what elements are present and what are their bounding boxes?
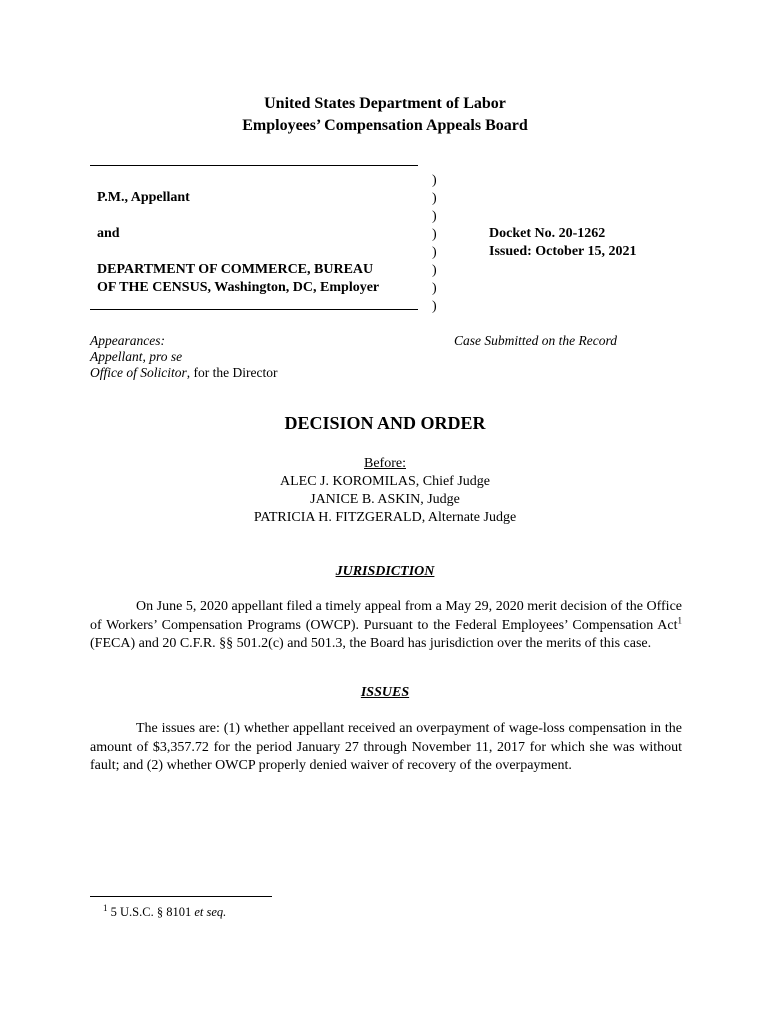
- issues-heading: ISSUES: [360, 685, 410, 700]
- caption-top-rule: [90, 165, 418, 166]
- footnote: [103, 902, 227, 920]
- appearances-label: Appearances:: [90, 333, 165, 348]
- caption-paren: ): [432, 263, 437, 278]
- agency-title: United States Department of Labor: [264, 95, 506, 112]
- caption-paren: ): [432, 245, 437, 260]
- appearance-appellant: [90, 349, 182, 365]
- caption-paren: ): [432, 281, 437, 296]
- jurisdiction-heading: JURISDICTION: [335, 564, 435, 579]
- jurisdiction-text-1: On June 5, 2020 appellant filed a timely appeal from a May 29, 2020 merit decision of the Office of Workers’ Compensation Programs (OWCP). Pursuant to the Federal Employees’ Compensation Act: [90, 599, 682, 633]
- appearance-solicitor-rest: , for the Director: [186, 365, 278, 380]
- footnote-rule: [90, 896, 272, 897]
- docket-number: Docket No. 20-1262: [489, 226, 606, 241]
- caption-paren: ): [432, 227, 437, 242]
- caption-paren: ): [432, 191, 437, 206]
- issues-paragraph: The issues are: (1) whether appellant received an overpayment of wage-loss compensation in the amount of $3,357.72 for the period January 27 through November 11, 2017 for which she was without fault; and (2) whether OWCP properly denied waiver of recovery of the overpayment.: [90, 721, 682, 773]
- judge-alternate: PATRICIA H. FITZGERALD, Alternate Judge: [253, 510, 517, 525]
- caption-bottom-rule: [90, 309, 418, 310]
- decision-title: DECISION AND ORDER: [284, 413, 486, 433]
- caption-and: and: [97, 226, 120, 241]
- judge-associate: JANICE B. ASKIN, Judge: [310, 492, 460, 507]
- appearance-solicitor: [90, 365, 277, 381]
- caption-paren: ): [432, 209, 437, 224]
- footnote-number: 1: [103, 902, 108, 913]
- footnote-italic: et seq.: [194, 905, 227, 919]
- employer-line-1: DEPARTMENT OF COMMERCE, BUREAU: [97, 262, 374, 277]
- footnote-ref: 1: [677, 614, 682, 625]
- caption-paren: ): [432, 299, 437, 314]
- caption-paren: ): [432, 173, 437, 188]
- footnote-text: 5 U.S.C. § 8101: [107, 905, 195, 919]
- judge-chief: ALEC J. KOROMILAS, Chief Judge: [280, 474, 490, 489]
- jurisdiction-text-2: (FECA) and 20 C.F.R. §§ 501.2(c) and 501.3, the Board has jurisdiction over the merits of this case.: [90, 636, 652, 651]
- board-title: Employees’ Compensation Appeals Board: [242, 117, 528, 134]
- jurisdiction-paragraph: [90, 598, 682, 654]
- appellant-name: P.M., Appellant: [97, 190, 190, 205]
- appearance-appellant-rest: , pro se: [142, 349, 183, 364]
- before-label: Before:: [364, 456, 406, 471]
- appearance-solicitor-name: Office of Solicitor: [90, 365, 187, 380]
- appearance-appellant-name: Appellant: [90, 349, 143, 364]
- case-submitted: Case Submitted on the Record: [454, 333, 617, 348]
- employer-line-2: OF THE CENSUS, Washington, DC, Employer: [97, 280, 380, 295]
- issued-date: Issued: October 15, 2021: [489, 244, 637, 259]
